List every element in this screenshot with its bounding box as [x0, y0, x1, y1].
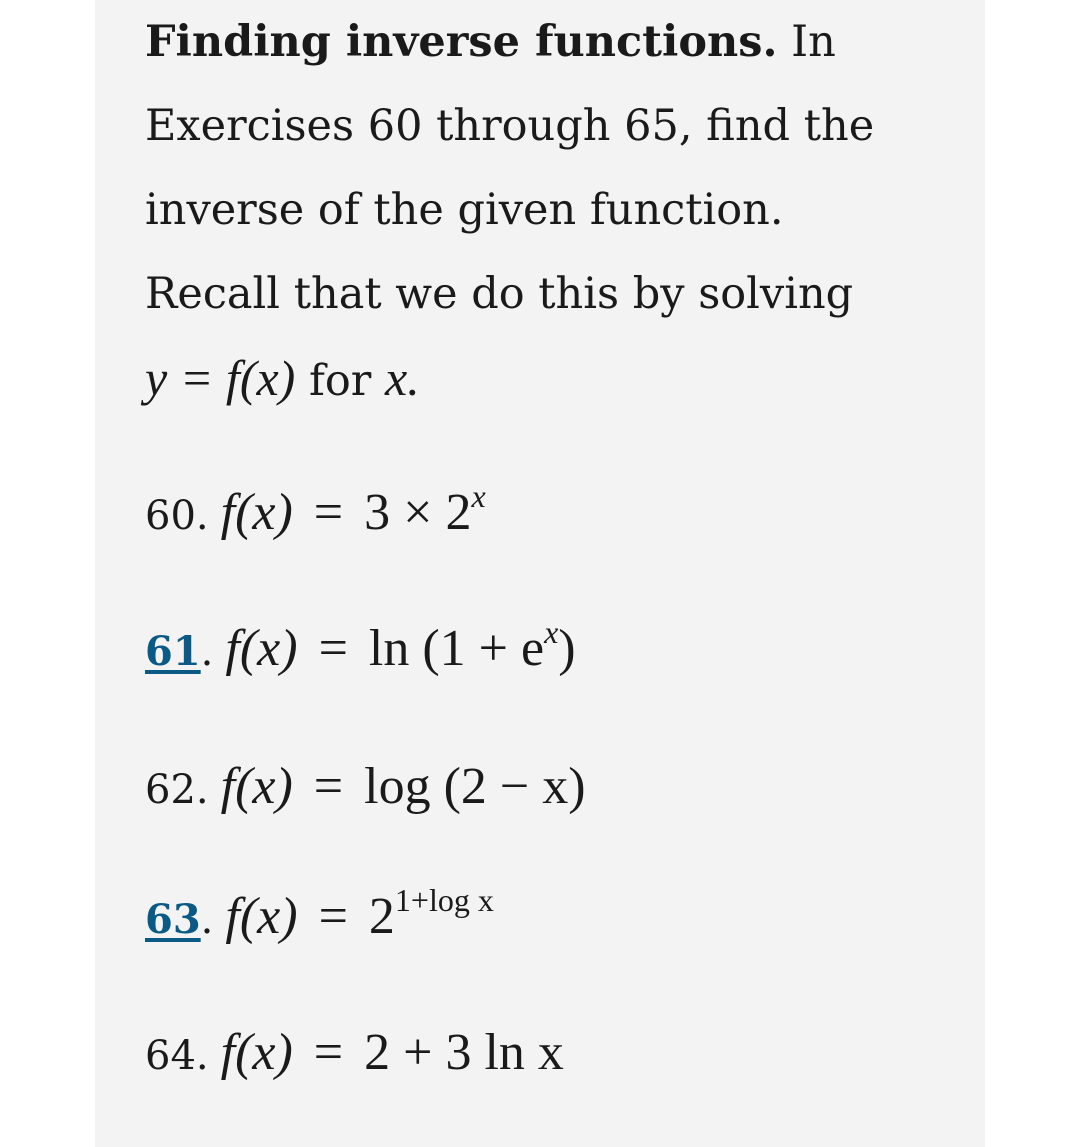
exercise-number: 62. [145, 767, 209, 813]
equation-y-equals-fx: y = f(x) [145, 350, 296, 406]
section-heading: Finding inverse functions. [145, 17, 778, 67]
exercise-formula: $f(x) = \ln (1 + e^x)$ [225, 614, 576, 677]
exercise-number: 61. [145, 628, 214, 675]
intro-text: In [791, 17, 836, 67]
intro-line-1 [145, 0, 945, 84]
intro-line-2: Exercises 60 through 65, find the [145, 101, 875, 151]
exercise-61 [145, 614, 945, 684]
variable-x: x. [385, 350, 420, 406]
exercise-62 [145, 752, 945, 822]
intro-line-5 [145, 336, 945, 420]
exercise-number: 64. [145, 1033, 209, 1079]
exercise-63 [145, 882, 945, 952]
intro-line-3: inverse of the given function. [145, 185, 784, 235]
exercise-formula: $f(x) = 3 \times 2^x$ [220, 478, 486, 541]
intro-paragraph [145, 0, 945, 420]
intro-line-4: Recall that we do this by solving [145, 269, 854, 319]
exercise-formula: f(x) = log (2 − x) [220, 758, 586, 815]
exercise-formula: $f(x) = 2^{1+log x}$ [225, 882, 494, 945]
exercise-number: 60. [145, 493, 209, 539]
exercise-60 [145, 478, 945, 548]
exercise-formula: f(x) = 2 + 3 ln x [220, 1024, 564, 1081]
exercise-61-link[interactable]: 61 [145, 628, 201, 675]
intro-text-for: for [309, 356, 372, 406]
exercise-64 [145, 1018, 945, 1088]
exercise-63-link[interactable]: 63 [145, 896, 201, 943]
exercise-number: 63. [145, 896, 214, 943]
